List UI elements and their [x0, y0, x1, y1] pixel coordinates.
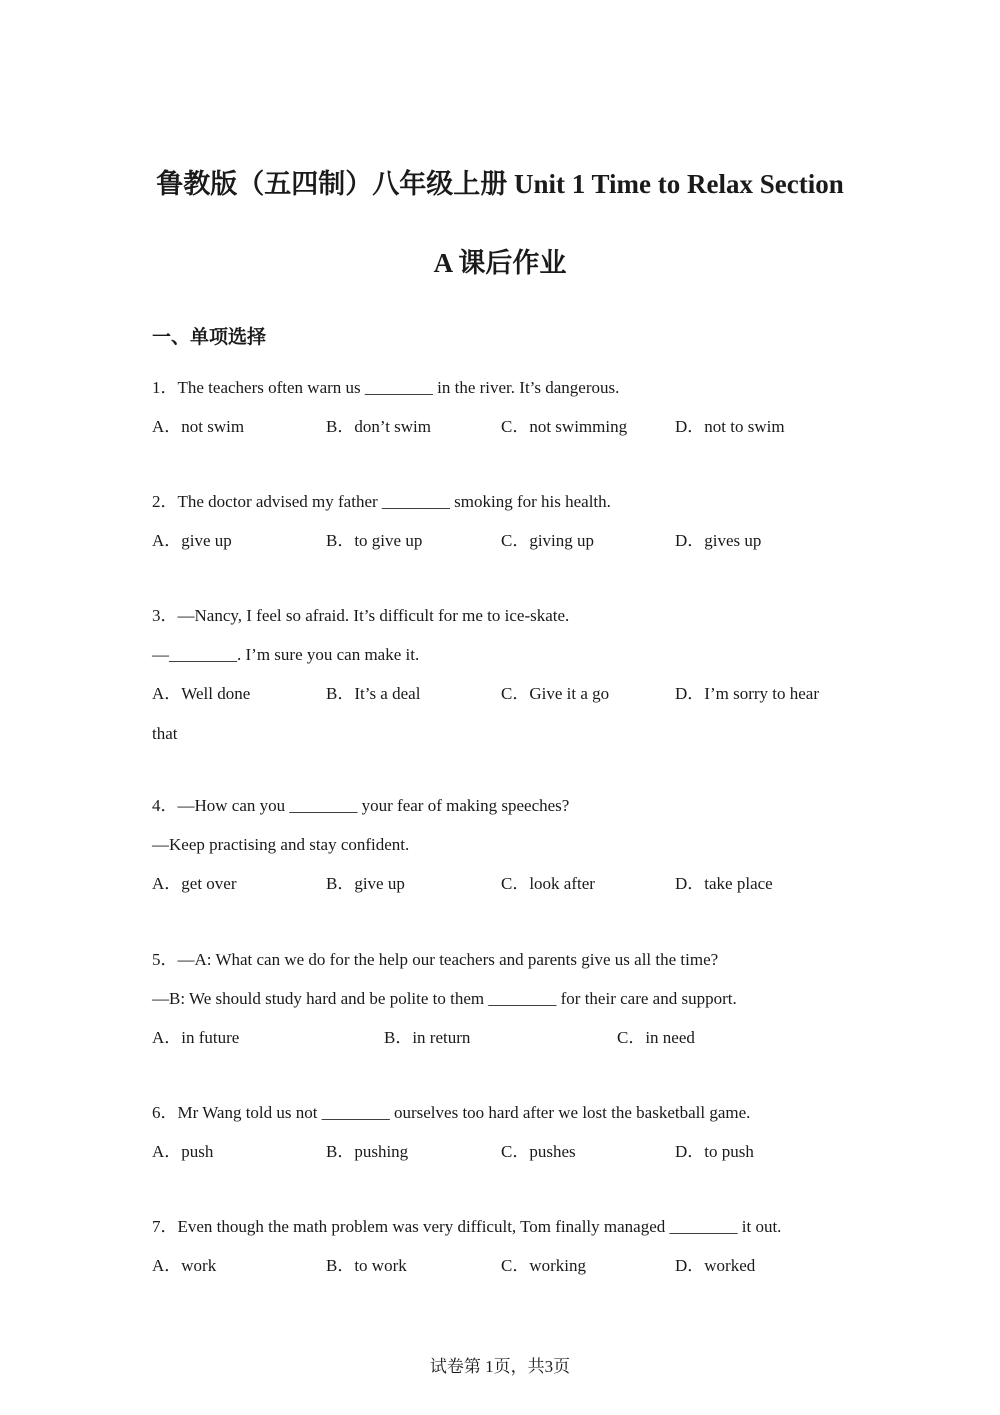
option-a: A．work: [152, 1256, 217, 1275]
option-b: B．to give up: [326, 531, 423, 550]
question-stem-reply: —B: We should study hard and be polite to them ________ for their care and support.: [152, 989, 737, 1008]
option-b: B．pushing: [326, 1142, 409, 1161]
option-a: A．not swim: [152, 417, 245, 436]
option-c: C．working: [501, 1256, 586, 1275]
question-stem-reply: —________. I’m sure you can make it.: [152, 645, 420, 664]
question-stem-reply: —Keep practising and stay confident.: [152, 835, 410, 854]
option-a: A．get over: [152, 874, 237, 893]
page-number-footer: 试卷第 1页，共3页: [429, 1357, 571, 1376]
question-stem: 5．—A: What can we do for the help our teachers and parents give us all the time?: [152, 950, 719, 969]
option-b: B．don’t swim: [326, 417, 432, 436]
option-d-continuation: that: [152, 724, 178, 743]
option-c: C．giving up: [501, 531, 595, 550]
question-stem: 1．The teachers often warn us ________ in the river. It’s dangerous.: [152, 378, 620, 397]
option-b: B．give up: [326, 874, 405, 893]
option-b: B．It’s a deal: [326, 684, 421, 703]
page-title-line-1: 鲁教版（五四制）八年级上册 Unit 1 Time to Relax Section: [156, 169, 844, 199]
question-stem: 3．—Nancy, I feel so afraid. It’s difficult for me to ice-skate.: [152, 606, 570, 625]
page-title-line-2: A 课后作业: [433, 248, 567, 278]
option-c: C．Give it a go: [501, 684, 610, 703]
option-d: D．take place: [675, 874, 773, 893]
option-d: D．worked: [675, 1256, 756, 1275]
question-stem: 7．Even though the math problem was very difficult, Tom finally managed ________ it out.: [152, 1217, 782, 1236]
option-b: B．to work: [326, 1256, 407, 1275]
option-a: A．in future: [152, 1028, 240, 1047]
option-c: C．pushes: [501, 1142, 576, 1161]
question-stem: 2．The doctor advised my father ________ smoking for his health.: [152, 492, 611, 511]
question-stem: 4．—How can you ________ your fear of making speeches?: [152, 796, 570, 815]
question-stem: 6．Mr Wang told us not ________ ourselves too hard after we lost the basketball game.: [152, 1103, 751, 1122]
option-d: D．I’m sorry to hear: [675, 684, 819, 703]
option-c: C．in need: [617, 1028, 695, 1047]
option-c: C．look after: [501, 874, 595, 893]
option-d: D．not to swim: [675, 417, 785, 436]
option-b: B．in return: [384, 1028, 471, 1047]
option-a: A．push: [152, 1142, 214, 1161]
option-c: C．not swimming: [501, 417, 628, 436]
option-d: D．to push: [675, 1142, 754, 1161]
option-a: A．give up: [152, 531, 232, 550]
option-a: A．Well done: [152, 684, 251, 703]
option-d: D．gives up: [675, 531, 762, 550]
section-heading: 一、单项选择: [152, 326, 267, 348]
